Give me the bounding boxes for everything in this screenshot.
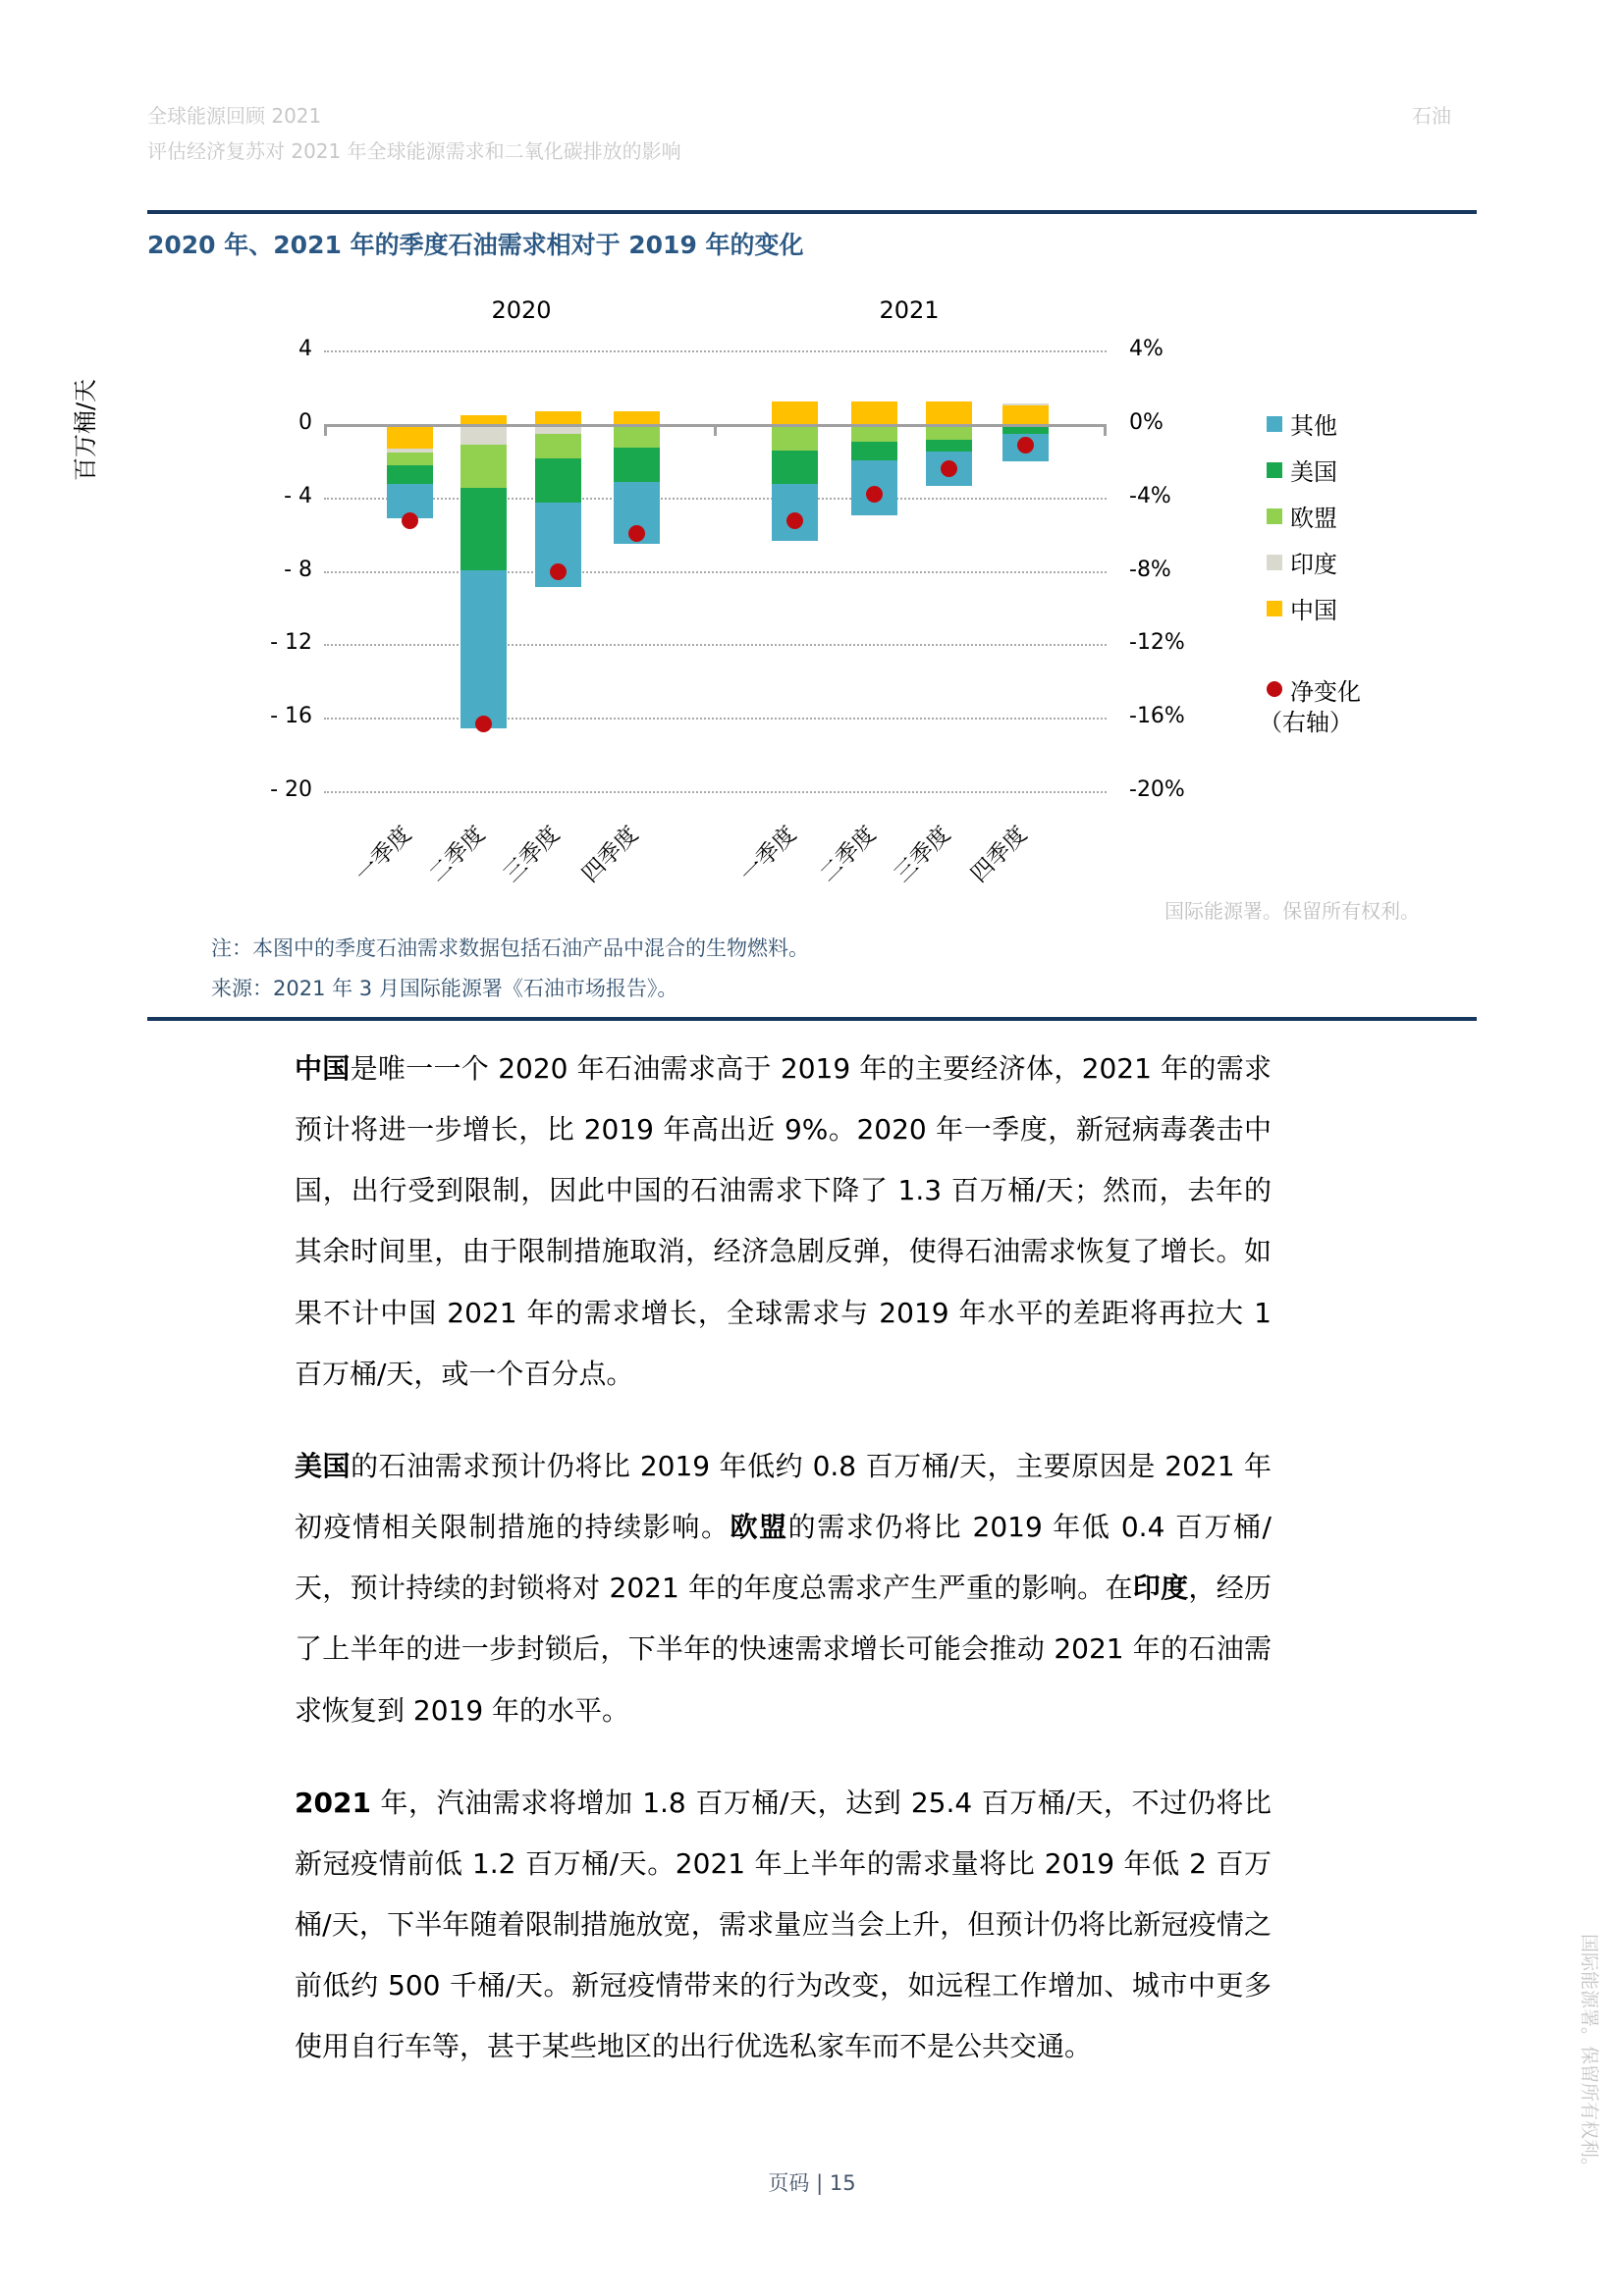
legend-item-美国: [1267, 447, 1477, 493]
y-tick-left: - 4: [284, 483, 312, 508]
quarterly-oil-demand-chart: [72, 285, 1477, 898]
y-tick-right: -20%: [1129, 777, 1185, 802]
legend-item-net-change: [1259, 672, 1477, 739]
plot-area: [270, 337, 1185, 888]
chapter-label: 石油: [1412, 104, 1451, 128]
group-label-2020: 2020: [491, 296, 552, 324]
y-axis-title: 百万桶/天: [72, 378, 99, 482]
bold-term: 美国: [295, 1449, 352, 1482]
figure-note: 注：本图中的季度石油需求数据包括石油产品中混合的生物燃料。: [211, 936, 809, 960]
y-tick-right: -12%: [1129, 630, 1185, 656]
bar-segment-美国: [460, 488, 507, 569]
y-tick-right: -4%: [1129, 483, 1171, 508]
x-axis-label: 二季度: [424, 821, 491, 888]
gridline: [324, 350, 1107, 352]
text-run: 年，汽油需求将增加 1.8 百万桶/天，达到 25.4 百万桶/天，不过仍将比新冠疫情前低 1.2 百万桶/天。2021 年上半年的需求量将比 2019 年低 2 百万桶/天，下半年随着限制措施放宽，需求量应当会上升，但预计仍将比新冠疫情之前低约 500 千桶/天。新冠疫情带来的行为改变，如远程工作增加、城市中更多使用自行车等，甚于某些地区的出行优选私家车而不是公共交通。: [295, 1786, 1272, 2063]
net-change-dot-icon: [1267, 681, 1282, 697]
figure-source: 来源：2021 年 3 月国际能源署《石油市场报告》。: [211, 977, 678, 1000]
page-number: 页码 | 15: [768, 2171, 856, 2195]
text-run: 是唯一一个 2020 年石油需求高于 2019 年的主要经济体，2021 年的需求预计将进一步增长，比 2019 年高出近 9%。2020 年一季度，新冠病毒袭击中国，出行受到限制，因此中国的石油需求下降了 1.3 百万桶/天；然而，去年的其余时间里，由于限制措施取消，经济急剧反弹，使得石油需求恢复了增长。如果不计中国 2021 年的需求增长，全球需求与 2019 年水平的差距将再拉大 1 百万桶/天，或一个百分点。: [295, 1052, 1272, 1390]
y-tick-right: 4%: [1129, 337, 1164, 361]
legend-label-axis-hint: （右轴）: [1259, 709, 1353, 736]
x-axis-label: 一季度: [351, 821, 417, 888]
legend-item-印度: [1267, 539, 1477, 585]
chart-legend: [1259, 400, 1477, 739]
legend-item-欧盟: [1267, 493, 1477, 539]
figure-top-rule: [147, 210, 1477, 214]
legend-swatch: [1267, 462, 1282, 478]
bold-term: 中国: [295, 1052, 351, 1085]
legend-label: 其他: [1290, 412, 1337, 440]
bar-segment-美国: [535, 458, 581, 504]
bar-segment-中国: [535, 411, 581, 425]
paragraph: [295, 1773, 1272, 2078]
gridline: [324, 571, 1107, 573]
legend-item-其他: [1267, 400, 1477, 447]
bar-segment-欧盟: [387, 453, 433, 465]
bar-segment-美国: [772, 451, 818, 484]
gridline: [324, 791, 1107, 793]
y-tick-left: 0: [298, 409, 312, 435]
figure-attribution: 国际能源署。保留所有权利。: [1164, 899, 1420, 923]
bar-segment-其他: [460, 570, 507, 729]
y-tick-left: 4: [298, 337, 312, 361]
text-run: ，经历了上半年的进一步封锁后，下半年的快速需求增长可能会推动 2021 年的石油需求恢复到 2019 年的水平。: [295, 1572, 1272, 1727]
bold-term: 印度: [1132, 1572, 1189, 1605]
bold-term: 2021: [295, 1786, 371, 1819]
x-axis-label: 三季度: [499, 821, 566, 888]
bar-segment-中国: [614, 411, 660, 425]
x-axis-label: 四季度: [577, 821, 644, 888]
net-change-dot: [1017, 437, 1034, 454]
side-copyright: 国际能源署。保留所有权利。: [1578, 1933, 1600, 2176]
figure-bottom-rule: [147, 1017, 1477, 1021]
legend-item-中国: [1267, 585, 1477, 631]
document-header: [147, 98, 1477, 169]
legend-swatch: [1267, 601, 1282, 616]
legend-label: 净变化: [1290, 677, 1361, 706]
bar-segment-美国: [926, 440, 972, 452]
bar-segment-欧盟: [614, 426, 660, 448]
net-change-dot: [866, 486, 883, 503]
report-subtitle: 评估经济复苏对 2021 年全球能源需求和二氧化碳排放的影响: [147, 139, 681, 163]
bar-segment-欧盟: [535, 434, 581, 457]
axis-tick: [324, 425, 327, 436]
y-tick-right: -16%: [1129, 704, 1185, 729]
body-text: [295, 1039, 1272, 2109]
bar-segment-欧盟: [926, 425, 972, 440]
net-change-dot: [786, 512, 803, 529]
bar-segment-美国: [851, 442, 897, 461]
report-series-title: 全球能源回顾 2021: [147, 104, 322, 128]
y-tick-left: - 20: [270, 777, 312, 802]
y-tick-left: - 8: [284, 557, 312, 582]
legend-swatch: [1267, 508, 1282, 524]
paragraph: [295, 1039, 1272, 1405]
legend-label: 中国: [1290, 597, 1337, 624]
gridline: [324, 498, 1107, 500]
bar-segment-印度: [1002, 403, 1049, 405]
net-change-dot: [475, 716, 492, 732]
paragraph: [295, 1436, 1272, 1741]
bar-segment-中国: [851, 401, 897, 424]
text-run: 的石油需求预计仍将比 2019 年低约 0.8 百万桶/天，主要原因是 2021 年初疫情相关限制措施的持续影响。: [295, 1449, 1272, 1544]
y-tick-left: - 16: [270, 704, 312, 729]
legend-swatch: [1267, 416, 1282, 432]
net-change-dot: [941, 460, 957, 477]
x-axis-label: 三季度: [890, 821, 956, 888]
bar-segment-美国: [387, 465, 433, 484]
bar-segment-欧盟: [851, 425, 897, 442]
bar-segment-中国: [387, 425, 433, 449]
y-tick-right: -8%: [1129, 557, 1171, 582]
legend-label: 欧盟: [1290, 505, 1337, 532]
net-change-dot: [550, 563, 567, 580]
bar-segment-欧盟: [460, 445, 507, 488]
axis-tick: [1104, 425, 1107, 436]
net-change-dot: [402, 512, 418, 529]
axis-tick: [714, 425, 717, 436]
legend-label: 美国: [1290, 458, 1337, 486]
bar-segment-印度: [460, 425, 507, 446]
bar-segment-中国: [926, 401, 972, 424]
bold-term: 欧盟: [730, 1511, 788, 1544]
y-tick-right: 0%: [1129, 409, 1164, 435]
net-change-dot: [628, 525, 645, 542]
y-tick-left: - 12: [270, 630, 312, 656]
x-axis-label: 四季度: [966, 821, 1033, 888]
bar-segment-欧盟: [772, 426, 818, 451]
bar-segment-美国: [614, 448, 660, 482]
legend-swatch: [1267, 555, 1282, 570]
legend-label: 印度: [1290, 551, 1337, 578]
gridline: [324, 644, 1107, 646]
gridline: [324, 718, 1107, 720]
text-run: 的需求仍将比 2019 年低 0.4 百万桶/天，预计持续的封锁将对 2021 年的年度总需求产生严重的影响。在: [295, 1511, 1272, 1605]
figure-title: 2020 年、2021 年的季度石油需求相对于 2019 年的变化: [147, 231, 804, 259]
group-label-2021: 2021: [879, 296, 940, 324]
x-axis-label: 二季度: [815, 821, 882, 888]
bar-segment-中国: [772, 401, 818, 424]
x-axis-label: 一季度: [735, 821, 802, 888]
bar-segment-中国: [1002, 405, 1049, 425]
